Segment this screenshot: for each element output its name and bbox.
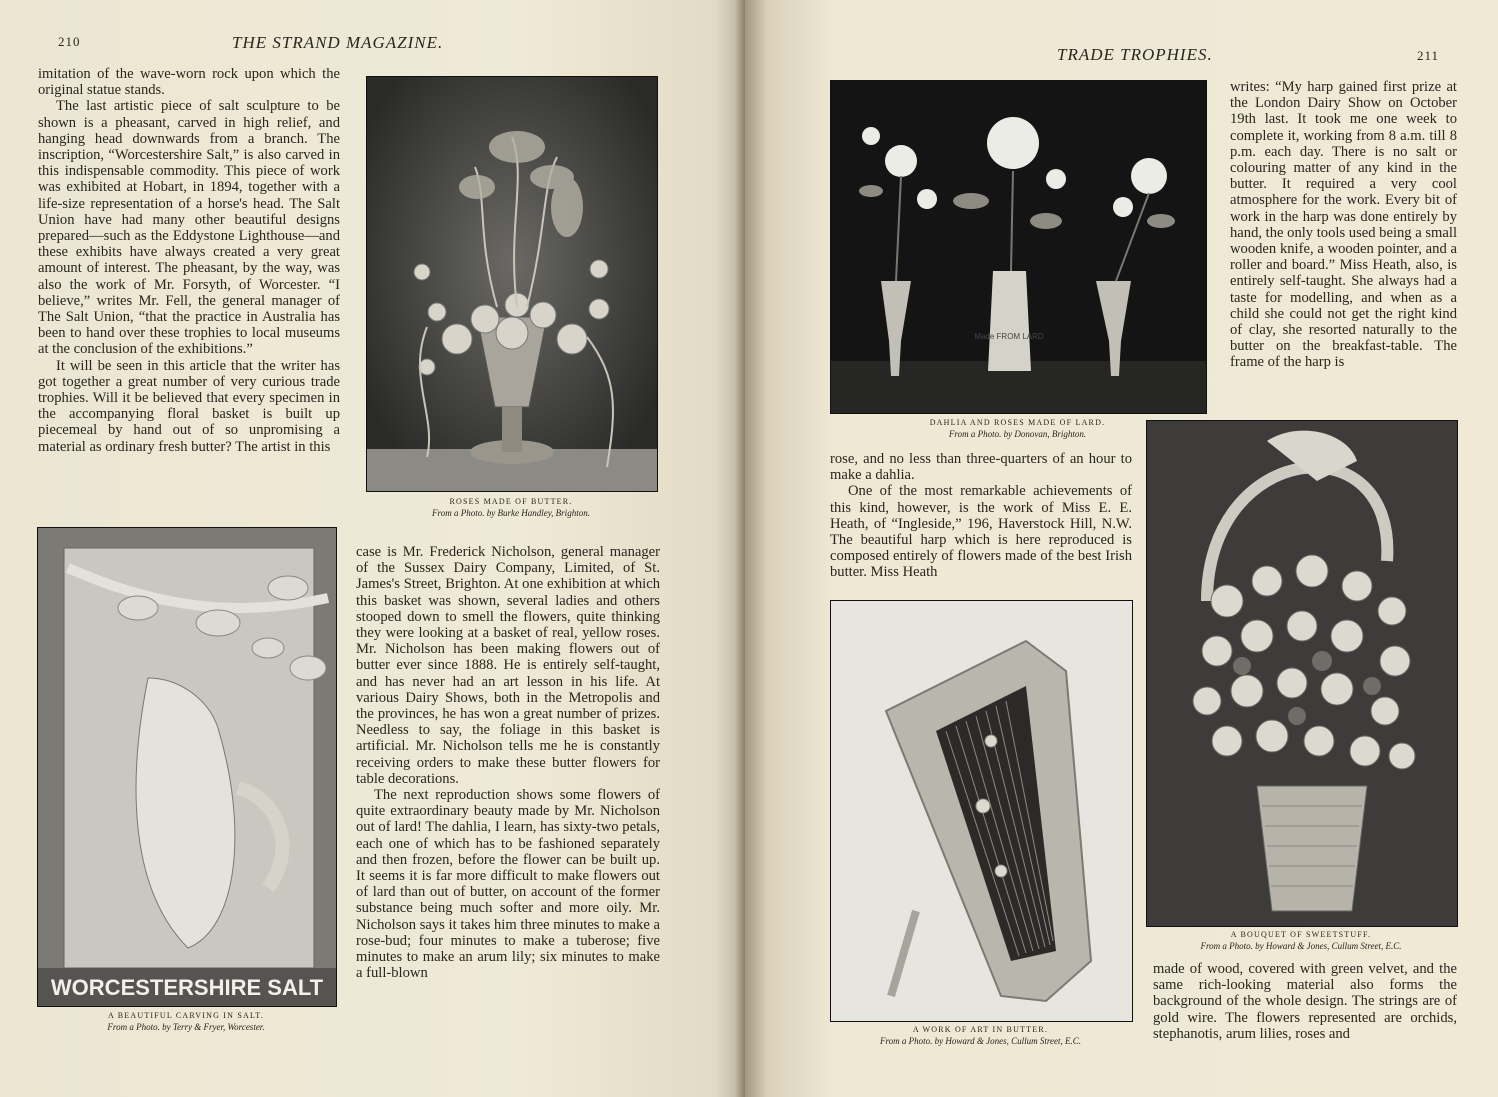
photo-salt-carving <box>37 527 337 1007</box>
running-head-right: TRADE TROPHIES. <box>1057 45 1213 64</box>
photo-bouquet-sweetstuff <box>1146 420 1458 927</box>
paragraph: made of wood, covered with green velvet, and the same rich-looking material also forms the background of the whole design. The strings are of gold wire. The flowers represented are orchids, stephanotis, arum lilies, roses and <box>1153 961 1457 1042</box>
page-number-right: 211 <box>1417 48 1440 63</box>
right-column-bottom <box>1153 961 1457 1042</box>
paragraph: It will be seen in this article that the writer has got together a great number of very curious trade trophies. Will it be believed that every specimen in the accompanying floral basket is built up piecemeal by hand out of so unpromising a material as ordinary fresh butter? The artist in this <box>38 357 340 455</box>
figure-credit-salt <box>37 1010 335 1033</box>
left-column-1 <box>38 66 340 455</box>
left-page <box>0 0 745 1097</box>
left-column-2 <box>356 544 660 981</box>
paragraph: rose, and no less than three-quarters of an hour to make a dahlia. <box>830 451 1132 484</box>
figure-caption: ROSES MADE OF BUTTER. <box>449 497 573 506</box>
figure-source: From a Photo. by Howard & Jones, Cullum Street, E.C. <box>880 1036 1081 1046</box>
right-column-mid <box>830 451 1132 581</box>
figure-credit-roses <box>366 496 656 519</box>
figure-caption: A WORK OF ART IN BUTTER. <box>912 1025 1049 1034</box>
figure-source: From a Photo. by Howard & Jones, Cullum Street, E.C. <box>1200 941 1402 951</box>
running-head-left: THE STRAND MAGAZINE. <box>232 33 444 52</box>
figure-caption: A BOUQUET OF SWEETSTUFF. <box>1230 930 1372 939</box>
figure-caption: DAHLIA AND ROSES MADE OF LARD. <box>929 418 1106 427</box>
paragraph: The next reproduction shows some flowers of quite extraordinary beauty made by Mr. Nicholson out of lard! The dahlia, I learn, has sixty-two petals, each one of which has to be fashioned separately and then frozen, before the flower can be built up. It seems it is far more difficult to make flowers out of lard than out of butter, on account of the former substance being much softer and more oily. Mr. Nicholson says it takes him three minutes to make a rose-bud; four minutes to make a tuberose; five minutes to make an arum lily; six minutes to make a full-blown <box>356 787 660 982</box>
right-column-top <box>1230 79 1457 371</box>
photo-roses-of-butter <box>366 76 658 492</box>
figure-source: From a Photo. by Terry & Fryer, Worcester. <box>107 1022 265 1032</box>
figure-credit-harp <box>830 1024 1131 1047</box>
vase-label: Made FROM LARD <box>974 332 1044 341</box>
paragraph: writes: “My harp gained first prize at the London Dairy Show on October 19th last. It took me one week to complete it, working from 8 a.m. till 8 p.m. each day. There is no salt or colouring matter of any kind in the butter. It required a very cool atmosphere for the work. Every bit of work in the harp was done entirely by hand, the only tools used being a small wooden knife, a wooden pointer, and a roller and board.” Miss Heath, also, is entirely self-taught. She always had a taste for modelling, and when as a child she could not get the right kind of clay, she resorted naturally to the butter on the breakfast-table. The frame of the harp is <box>1230 79 1457 371</box>
figure-credit-bouquet <box>1146 929 1456 952</box>
right-page <box>745 0 1498 1097</box>
salt-inscription: WORCESTERSHIRE SALT <box>50 975 324 1000</box>
figure-source: From a Photo. by Burke Handley, Brighton. <box>432 508 590 518</box>
photo-butter-harp <box>830 600 1133 1022</box>
paragraph: The last artistic piece of salt sculpture to be shown is a pheasant, carved in high relief, and hanging head downwards from a branch. The inscription, “Worcestershire Salt,” is also carved in this indispensable commodity. This piece of work was exhibited at Hobart, in 1894, together with a life-size representation of a horse's head. The Salt Union have had many other beautiful designs prepared—such as the Eddystone Lighthouse—and these exhibits have always created a very great amount of interest. The pheasant, by the way, was also the work of Mr. Forsyth, of Worcester. “I believe,” writes Mr. Fell, the general manager of The Salt Union, “that the practice in Australia has been to hand over these trophies to local museums at the conclusion of the exhibitions.” <box>38 98 340 358</box>
paragraph: imitation of the wave-worn rock upon which the original statue stands. <box>38 66 340 99</box>
figure-caption: A BEAUTIFUL CARVING IN SALT. <box>108 1011 264 1020</box>
paragraph: case is Mr. Frederick Nicholson, general manager of the Sussex Dairy Company, Limited, of St. James's Street, Brighton. At one exhibition at which this basket was shown, several ladies and others stooped down to smell the flowers, quite thinking they were looking at a basket of real, yellow roses. Mr. Nicholson has been making flowers out of butter ever since 1888. He is entirely self-taught, and has never had an art lesson in his life. At various Dairy Shows, both in the Metropolis and the provinces, he has won a great number of prizes. Needless to say, the foliage in this basket is artificial. Mr. Nicholson tells me he is constantly receiving orders to make these butter flowers for table decorations. <box>356 544 660 787</box>
paragraph: One of the most remarkable achievements of this kind, however, is the work of Miss E. E. Heath, of “Ingleside,” 196, Haverstock Hill, N.W. The beautiful harp which is here reproduced is composed entirely of flowers made of the best Irish butter. Miss Heath <box>830 483 1132 581</box>
page-number-left: 210 <box>58 34 81 49</box>
figure-source: From a Photo. by Donovan, Brighton. <box>948 429 1087 439</box>
photo-lard-flowers <box>830 80 1207 414</box>
